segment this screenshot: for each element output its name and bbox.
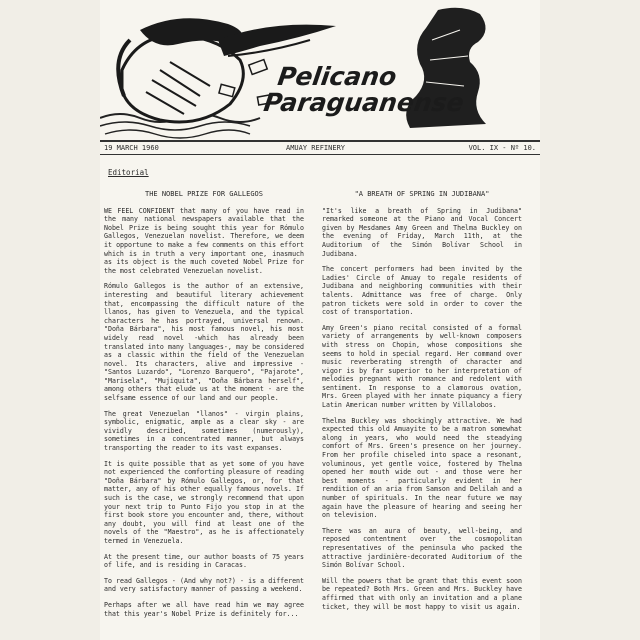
editorial-paragraph: The great Venezuelan "llanos" - virgin plains, symbolic, enigmatic, ample as a clear sky - are vividly described, sometimes (numerously), sometimes in a concentrated manner, but always transporting the reader to its vast expanses.	[104, 409, 304, 453]
editorial-column	[104, 190, 304, 625]
issue-volume: VOL. IX - Nº 10.	[468, 144, 536, 152]
masthead	[100, 0, 540, 142]
editorial-paragraph: It is quite possible that as yet some of you have not experienced the comforting pleasure of reading "Doña Bárbara" by Rómulo Gallegos, or, for that matter, any of his other equally famous novels. If such is the case, we strongly recommend that upon your next trip to Punto Fijo you stop in at the first book store you encounter and, there, without any doubt, you will find at least one of the novels of the "Maestro", as he is affectionately termed in Venezuela.	[104, 459, 304, 545]
issue-date: 19 MARCH 1960	[104, 144, 159, 152]
newsletter-page	[100, 0, 540, 640]
concert-article-paragraph: Will the powers that be grant that this event soon be repeated? Both Mrs. Green and Mrs. Buckley have affirmed that with only an invitation and a plane ticket, they will be most happy to visit us again.	[322, 576, 522, 611]
editorial-paragraph: WE FEEL CONFIDENT that many of you have read in the many national newspapers available that the Nobel Prize is being sought this year for Rómulo Gallegos, Venezuelan novelist. Therefore, we deem it opportune to make a few comments on this effort which is in truth a very important one, inasmuch as its object is the much coveted Nobel Prize for the most celebrated Venezuelan novelist.	[104, 206, 304, 275]
concert-article-paragraph: The concert performers had been invited by the Ladies' Circle of Amuay to regale residents of Judibana and neighboring communities with their talents. Admittance was free of charge. Only patron tickets were sold in order to cover the cost of transportation.	[322, 265, 522, 317]
editorial-paragraph: To read Gallegos - (And why not?) - is a different and very satisfactory manner of passing a weekend.	[104, 576, 304, 594]
editorial-paragraph: Perhaps after we all have read him we may agree that this year's Nobel Prize is definitely for...	[104, 600, 304, 618]
editorial-paragraph: At the present time, our author boasts of 75 years of life, and is residing in Caracas.	[104, 552, 304, 570]
editorial-heading: THE NOBEL PRIZE FOR GALLEGOS	[144, 190, 263, 198]
masthead-title-line1: Pelicano	[275, 62, 399, 91]
concert-article-paragraph: There was an aura of beauty, well-being, and reposed contentment over the cosmopolitan representatives of the peninsula who packed the attractive jardinière-decorated Auditorium of the Simón Bolívar School.	[322, 526, 522, 570]
dateline-bar	[100, 140, 540, 155]
issue-subtitle: AMUAY REFINERY	[286, 144, 346, 152]
section-label: Editorial	[108, 168, 149, 177]
concert-article-paragraph: "It's like a breath of Spring in Judibana" remarked someone at the Piano and Vocal Concert given by Mesdames Amy Green and Thelma Buckley on the evening of Friday, March 11th, at the Auditorium of the Simón Bolívar School in Judibana.	[322, 206, 522, 258]
concert-article-paragraph: Amy Green's piano recital consisted of a formal variety of arrangements by well-known composers with stress on Chopin, whose compositions she seems to hold in special regard. Her command over music reverberating strength of character and vigor is by far superior to her interpretation of melodies pregnant with romance and redolent with sentiment. In response to a clamorous ovation, Mrs. Green played with her innate piquancy a fiery Latin American number written by Villalobos.	[322, 323, 522, 410]
concert-article-column	[322, 190, 522, 618]
masthead-title-line2: Paraguanense	[261, 88, 466, 117]
editorial-paragraph: Rómulo Gallegos is the author of an extensive, interesting and beautiful literary achievement that, encompassing the difficult nature of the llanos, has given to Venezuela, and the typical characters he has portrayed, universal renown. "Doña Bárbara", his most famous novel, his most widely read novel -which has already been translated into many languages-, may be considered as a classic within the field of the Venezuelan novel. Its characters, alive and impressive -"Santos Luzardo", "Lorenzo Barquero", "Pajarote", "Marisela", "Mujiquita", "Doña Bárbara herself", among others that elude us at the moment - are the selfsame essence of our land and our people.	[104, 282, 304, 403]
concert-article-paragraph: Thelma Buckley was shockingly attractive. We had expected this old Amuayite to be a matron somewhat along in years, who would need the steadying comfort of Mrs. Green's presence on her journey. From her profile chiseled into space a resonant, voluminous, yet gentle voice, fostered by Thelma opened her mouth wide out - and those were her best moments - particularly evident in her rendition of an aria from Samson and Delilah and a number of spirituals. In the near future we may again have the pleasure of hearing and seeing her on television.	[322, 416, 522, 520]
concert-article-heading: "A BREATH OF SPRING IN JUDIBANA"	[354, 190, 490, 198]
